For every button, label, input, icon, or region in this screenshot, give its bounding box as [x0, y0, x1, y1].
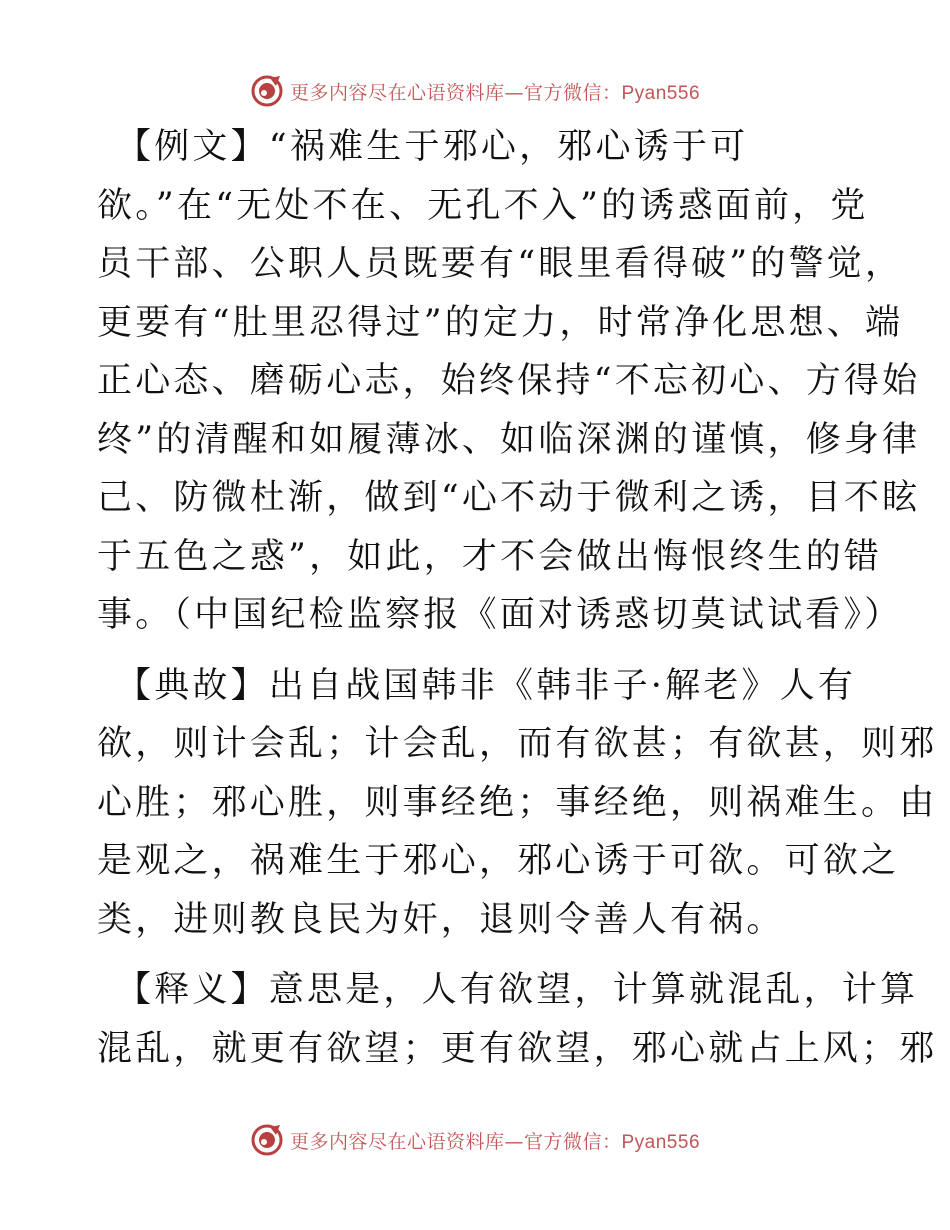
text-line: 事。（中国纪检监察报《面对诱惑切莫试试看》） [97, 595, 903, 635]
paragraph-interpretation [97, 961, 938, 1078]
text-line: 混乱，就更有欲望；更有欲望，邪心就占上风；邪 [97, 1028, 938, 1069]
watermark-text [290, 1127, 700, 1154]
text-line: 心胜；邪心胜，则事经绝；事经绝，则祸难生。由 [97, 782, 938, 823]
text-line: 己、防微杜渐，做到“心不动于微利之诱，目不眩 [97, 478, 921, 518]
text-line: 【典故】出自战国韩非《韩非子·解老》人有 [116, 665, 857, 706]
text-line: 【例文】“祸难生于邪心，邪心诱于可 [116, 127, 749, 167]
text-line: 更要有“肚里忍得过”的定力，时常净化思想、端 [97, 302, 904, 343]
footer-watermark [0, 1120, 950, 1160]
paragraph-example [97, 118, 921, 645]
watermark-id: Pyan556 [621, 1131, 701, 1153]
text-line: 欲，则计会乱；计会乱，而有欲甚；有欲甚，则邪 [97, 724, 938, 764]
text-line: 员干部、公职人员既要有“眼里看得破”的警觉， [97, 244, 904, 284]
text-line: 欲。”在“无处不在、无孔不入”的诱惑面前，党 [97, 185, 869, 226]
watermark-separator: — [504, 1130, 524, 1153]
watermark-site: 更多内容尽在心语资料库 [289, 1130, 505, 1153]
watermark-separator: — [504, 81, 524, 104]
text-line: 正心态、磨砺心志，始终保持“不忘初心、方得始 [97, 361, 921, 401]
watermark-id: Pyan556 [621, 82, 701, 104]
text-line: 是观之，祸难生于邪心，邪心诱于可欲。可欲之 [97, 841, 900, 881]
text-line: 于五色之惑”，如此，才不会做出悔恨终生的错 [97, 536, 883, 577]
header-watermark [0, 71, 950, 111]
document-body [97, 118, 938, 1090]
pen-logo-icon [250, 1123, 284, 1157]
paragraph-allusion [97, 657, 938, 950]
pen-logo-icon [250, 74, 284, 108]
text-line: 【释义】意思是，人有欲望，计算就混乱，计算 [116, 970, 919, 1010]
watermark-label: 官方微信： [523, 81, 622, 104]
watermark-label: 官方微信： [523, 1130, 622, 1153]
text-line: 类，进则教良民为奸，退则令善人有祸。 [97, 899, 785, 940]
text-line: 终”的清醒和如履薄冰、如临深渊的谨慎，修身律 [97, 419, 921, 460]
watermark-site: 更多内容尽在心语资料库 [289, 81, 505, 104]
watermark-text [290, 78, 700, 105]
